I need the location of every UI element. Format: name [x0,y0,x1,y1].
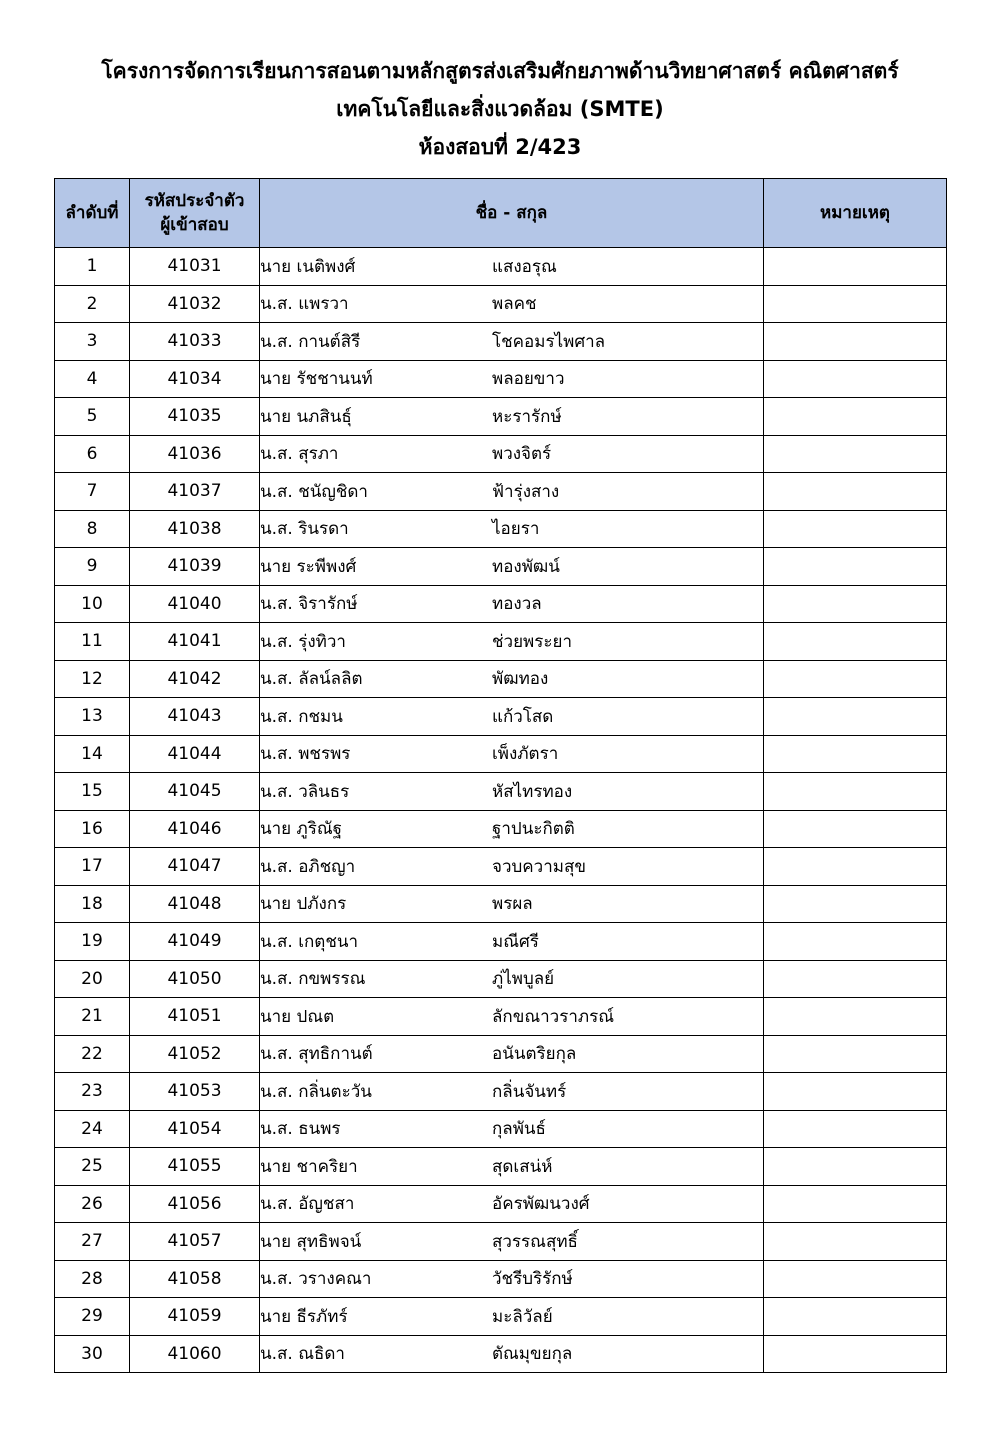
examinee-code: 41055 [130,1148,260,1186]
title-line-program: เทคโนโลยีและสิ่งแวดล้อม (SMTE) [336,97,664,121]
table-row [55,1223,947,1261]
table-row [55,473,947,511]
document-title [0,52,1000,166]
last-name: ฐาปนะกิตติ [492,819,575,840]
examinee-code: 41058 [130,1260,260,1298]
examinee-code: 41060 [130,1335,260,1373]
examinee-code: 41057 [130,1223,260,1261]
header-row [55,179,947,248]
row-index: 28 [55,1260,130,1298]
remark-cell [764,1260,947,1298]
examinee-name [260,885,764,923]
examinee-code: 41031 [130,248,260,286]
examinee-code: 41036 [130,435,260,473]
table-row [55,660,947,698]
last-name: ไอยรา [492,519,540,540]
table-body [55,248,947,1373]
row-index: 23 [55,1073,130,1111]
table-row [55,998,947,1036]
first-name: น.ส. ธนพร [260,1119,341,1140]
row-index: 13 [55,698,130,736]
row-index: 22 [55,1035,130,1073]
examinee-code: 41044 [130,735,260,773]
last-name: พัฒทอง [492,669,549,690]
remark-cell [764,1223,947,1261]
examinee-name [260,1298,764,1336]
table-row [55,435,947,473]
first-name: น.ส. อภิชญา [260,856,356,877]
header-index: ลำดับที่ [55,179,130,248]
last-name: สุวรรณสุทธิ์ [492,1231,578,1252]
row-index: 16 [55,810,130,848]
row-index: 4 [55,360,130,398]
first-name: นาย สุทธิพจน์ [260,1231,362,1252]
remark-cell [764,660,947,698]
examinee-name [260,960,764,998]
remark-cell [764,323,947,361]
examinee-code: 41059 [130,1298,260,1336]
first-name: น.ส. พชรพร [260,744,351,765]
examinee-code: 41051 [130,998,260,1036]
remark-cell [764,735,947,773]
examinee-name [260,1148,764,1186]
examinee-code: 41042 [130,660,260,698]
row-index: 8 [55,510,130,548]
first-name: น.ส. วรางคณา [260,1269,372,1290]
table-row [55,810,947,848]
row-index: 6 [55,435,130,473]
table-row [55,773,947,811]
table-row [55,923,947,961]
remark-cell [764,1110,947,1148]
examinee-code: 41052 [130,1035,260,1073]
row-index: 7 [55,473,130,511]
title-line-project: โครงการจัดการเรียนการสอนตามหลักสูตรส่งเสริมศักยภาพด้านวิทยาศาสตร์ คณิตศาสตร์ [101,59,899,83]
table-row [55,960,947,998]
remark-cell [764,698,947,736]
examinee-name [260,1073,764,1111]
examinee-code: 41054 [130,1110,260,1148]
examinee-name [260,323,764,361]
examinee-code: 41033 [130,323,260,361]
table-row [55,323,947,361]
first-name: นาย รัชชานนท์ [260,369,373,390]
remark-cell [764,1035,947,1073]
first-name: น.ส. กขพรรณ [260,969,366,990]
examinee-code: 41034 [130,360,260,398]
first-name: น.ส. ชนัญชิดา [260,481,368,502]
first-name: น.ส. กลิ่นตะวัน [260,1081,372,1102]
row-index: 17 [55,848,130,886]
remark-cell [764,548,947,586]
examinee-code: 41046 [130,810,260,848]
examinee-code: 41047 [130,848,260,886]
table-row [55,623,947,661]
last-name: ลักขณาวราภรณ์ [492,1006,614,1027]
examinee-name [260,510,764,548]
examinee-name [260,848,764,886]
row-index: 12 [55,660,130,698]
examinee-code: 41045 [130,773,260,811]
examinee-name [260,698,764,736]
row-index: 15 [55,773,130,811]
row-index: 20 [55,960,130,998]
examinee-name [260,1335,764,1373]
header-code-line1: รหัสประจำตัว [144,191,245,211]
title-line-exam-room: ห้องสอบที่ 2/423 [418,135,582,159]
first-name: นาย นภสินธุ์ [260,406,352,427]
last-name: มณีศรี [492,931,539,952]
row-index: 26 [55,1185,130,1223]
examinee-name [260,998,764,1036]
remark-cell [764,810,947,848]
examinee-code: 41037 [130,473,260,511]
row-index: 5 [55,398,130,436]
last-name: ฟ้ารุ่งสาง [492,481,560,502]
table-row [55,248,947,286]
table-row [55,360,947,398]
remark-cell [764,848,947,886]
first-name: นาย ปภังกร [260,894,347,915]
examinee-table [54,178,947,1373]
last-name: หะรารักษ์ [492,406,562,427]
examinee-name [260,435,764,473]
examinee-code: 41050 [130,960,260,998]
first-name: น.ส. แพรวา [260,294,349,315]
row-index: 9 [55,548,130,586]
last-name: กลิ่นจันทร์ [492,1081,567,1102]
last-name: อนันตริยกุล [492,1044,577,1065]
table-row [55,1185,947,1223]
last-name: พลคช [492,294,537,315]
table-row [55,1148,947,1186]
table-row [55,1073,947,1111]
last-name: แก้วโสด [492,706,554,727]
table-row [55,510,947,548]
first-name: น.ส. กชมน [260,706,343,727]
first-name: นาย ภูริณัฐ [260,819,343,840]
examinee-name [260,548,764,586]
last-name: สุดเสน่ห์ [492,1156,553,1177]
remark-cell [764,585,947,623]
last-name: กุลพันธ์ [492,1119,546,1140]
row-index: 2 [55,285,130,323]
remark-cell [764,1148,947,1186]
first-name: น.ส. สุทธิกานต์ [260,1044,373,1065]
examinee-name [260,773,764,811]
row-index: 24 [55,1110,130,1148]
remark-cell [764,923,947,961]
first-name: น.ส. ณธิดา [260,1344,345,1365]
examinee-name [260,360,764,398]
first-name: น.ส. สุรภา [260,444,339,465]
remark-cell [764,435,947,473]
examinee-name [260,623,764,661]
examinee-code: 41041 [130,623,260,661]
first-name: นาย ธีรภัทร์ [260,1306,348,1327]
last-name: ทองพัฒน์ [492,556,560,577]
row-index: 21 [55,998,130,1036]
examinee-name [260,1035,764,1073]
last-name: ตัณมุขยกุล [492,1344,573,1365]
examinee-name [260,285,764,323]
examinee-code: 41040 [130,585,260,623]
row-index: 29 [55,1298,130,1336]
remark-cell [764,885,947,923]
row-index: 14 [55,735,130,773]
examinee-name [260,473,764,511]
remark-cell [764,1073,947,1111]
row-index: 27 [55,1223,130,1261]
first-name: น.ส. ลัลน์ลลิต [260,669,363,690]
row-index: 3 [55,323,130,361]
last-name: มะลิวัลย์ [492,1306,553,1327]
examinee-code: 41038 [130,510,260,548]
last-name: อัครพัฒนวงศ์ [492,1194,590,1215]
remark-cell [764,510,947,548]
examinee-name [260,1260,764,1298]
first-name: นาย ระพีพงศ์ [260,556,357,577]
examinee-name [260,398,764,436]
table-row [55,1298,947,1336]
table-row [55,848,947,886]
first-name: น.ส. อัญชสา [260,1194,355,1215]
examinee-name [260,660,764,698]
first-name: น.ส. วลินธร [260,781,350,802]
table-row [55,1260,947,1298]
remark-cell [764,623,947,661]
last-name: เพ็งภัตรา [492,744,559,765]
examinee-code: 41032 [130,285,260,323]
examinee-name [260,1110,764,1148]
last-name: พรผล [492,894,533,915]
header-name: ชื่อ - สกุล [260,179,764,248]
row-index: 25 [55,1148,130,1186]
last-name: ทองวล [492,594,542,615]
examinee-code: 41039 [130,548,260,586]
table-row [55,1035,947,1073]
examinee-name [260,735,764,773]
examinee-name [260,1223,764,1261]
examinee-code: 41048 [130,885,260,923]
remark-cell [764,473,947,511]
table-row [55,885,947,923]
first-name: นาย ชาคริยา [260,1156,358,1177]
last-name: พวงจิตร์ [492,444,552,465]
table-row [55,1110,947,1148]
last-name: แสงอรุณ [492,256,557,277]
table-row [55,585,947,623]
last-name: ภู่ไพบูลย์ [492,969,555,990]
table-row [55,285,947,323]
last-name: พลอยขาว [492,369,565,390]
last-name: ช่วยพระยา [492,631,573,652]
examinee-name [260,248,764,286]
remark-cell [764,360,947,398]
remark-cell [764,398,947,436]
table-row [55,548,947,586]
remark-cell [764,960,947,998]
header-remark: หมายเหตุ [764,179,947,248]
row-index: 1 [55,248,130,286]
table-row [55,735,947,773]
remark-cell [764,285,947,323]
row-index: 11 [55,623,130,661]
examinee-code: 41053 [130,1073,260,1111]
last-name: โชคอมรไพศาล [492,331,606,352]
row-index: 18 [55,885,130,923]
last-name: จวบความสุข [492,856,586,877]
first-name: น.ส. เกตุชนา [260,931,359,952]
table-row [55,398,947,436]
examinee-name [260,585,764,623]
remark-cell [764,998,947,1036]
examinee-name [260,1185,764,1223]
examinee-name [260,810,764,848]
table-header [55,179,947,248]
table-row [55,698,947,736]
examinee-code: 41049 [130,923,260,961]
remark-cell [764,773,947,811]
first-name: น.ส. จิรารักษ์ [260,594,358,615]
examinee-code: 41035 [130,398,260,436]
last-name: วัชรีบริรักษ์ [492,1269,573,1290]
first-name: นาย ปณต [260,1006,335,1027]
remark-cell [764,248,947,286]
remark-cell [764,1335,947,1373]
header-code-line2: ผู้เข้าสอบ [160,215,229,235]
first-name: น.ส. กานต์สิรี [260,331,361,352]
first-name: นาย เนติพงศ์ [260,256,356,277]
examinee-code: 41056 [130,1185,260,1223]
row-index: 10 [55,585,130,623]
remark-cell [764,1298,947,1336]
first-name: น.ส. รุ่งทิวา [260,631,346,652]
first-name: น.ส. รินรดา [260,519,349,540]
examinee-code: 41043 [130,698,260,736]
row-index: 30 [55,1335,130,1373]
examinee-name [260,923,764,961]
last-name: หัสไทรทอง [492,781,573,802]
header-code [130,179,260,248]
remark-cell [764,1185,947,1223]
row-index: 19 [55,923,130,961]
table-row [55,1335,947,1373]
